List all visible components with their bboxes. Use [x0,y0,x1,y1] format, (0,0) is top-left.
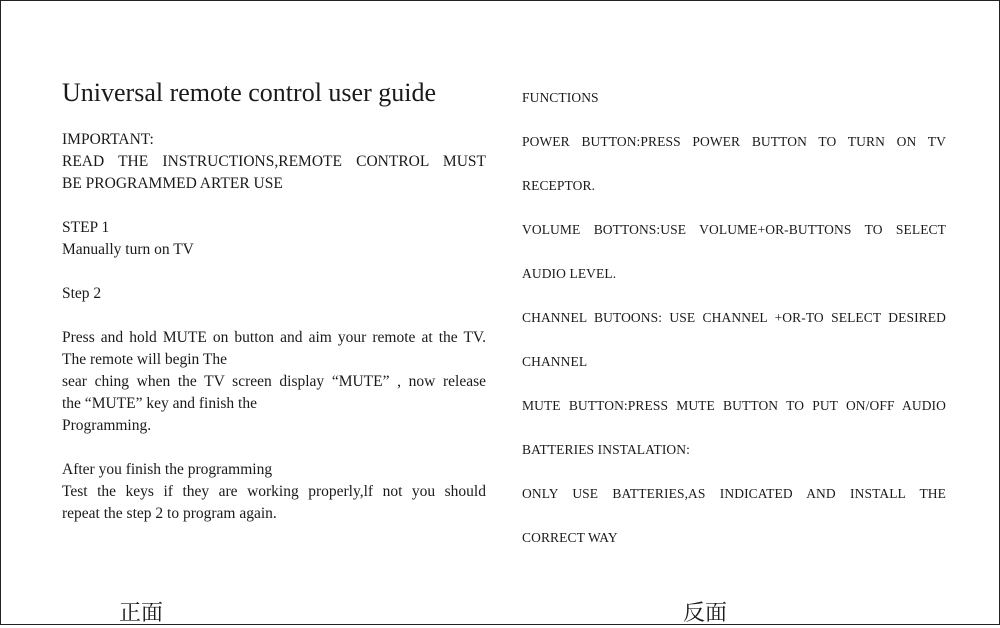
batteries-heading: BATTERIES INSTALATION: [522,442,690,457]
volume-text-line-2: AUDIO LEVEL. [522,266,617,281]
mute-text: MUTE BUTTON:PRESS MUTE BUTTON TO PUT ON/OFF AUDIO [522,398,946,413]
step2-text-line-2: The remote will begin The [62,351,227,368]
functions-heading: FUNCTIONS [522,90,599,105]
important-heading: IMPORTANT: [62,131,154,148]
step2-text-line-5: Programming. [62,417,152,434]
step2-heading: Step 2 [62,285,102,302]
important-text-line-2: BE PROGRAMMED ARTER USE [62,175,283,192]
step2-text-line-4: the “MUTE” key and finish the [62,395,257,412]
volume-text-line-1: VOLUME BOTTONS:USE VOLUME+OR-BUTTONS TO SELECT [522,222,946,237]
after-text-line-2: Test the keys if they are working properly,lf not you should [62,483,486,500]
step2-text-line-1: Press and hold MUTE on button and aim your remote at the TV. [62,329,486,346]
channel-text-line-1: CHANNEL BUTOONS: USE CHANNEL +OR-TO SELECT DESIRED [522,310,946,325]
channel-text-line-2: CHANNEL [522,354,588,369]
power-text-line-2: RECEPTOR. [522,178,596,193]
front-side-label: 正面 [119,601,164,626]
batteries-text-line-1: ONLY USE BATTERIES,AS INDICATED AND INSTALL THE [522,486,946,501]
after-text-line-1: After you finish the programming [62,461,273,478]
batteries-text-line-2: CORRECT WAY [522,530,618,545]
step2-text-line-3: sear ching when the TV screen display “MUTE” , now release [62,373,486,390]
back-side-label: 反面 [683,601,728,626]
important-text-line-1: READ THE INSTRUCTIONS,REMOTE CONTROL MUST [62,153,486,170]
step1-heading: STEP 1 [62,219,110,236]
right-column [522,87,946,571]
page-title: Universal remote control user guide [62,78,436,107]
power-text-line-1: POWER BUTTON:PRESS POWER BUTTON TO TURN ON TV [522,134,946,149]
after-text-line-3: repeat the step 2 to program again. [62,505,277,522]
left-column [62,129,486,525]
step1-text: Manually turn on TV [62,241,194,258]
